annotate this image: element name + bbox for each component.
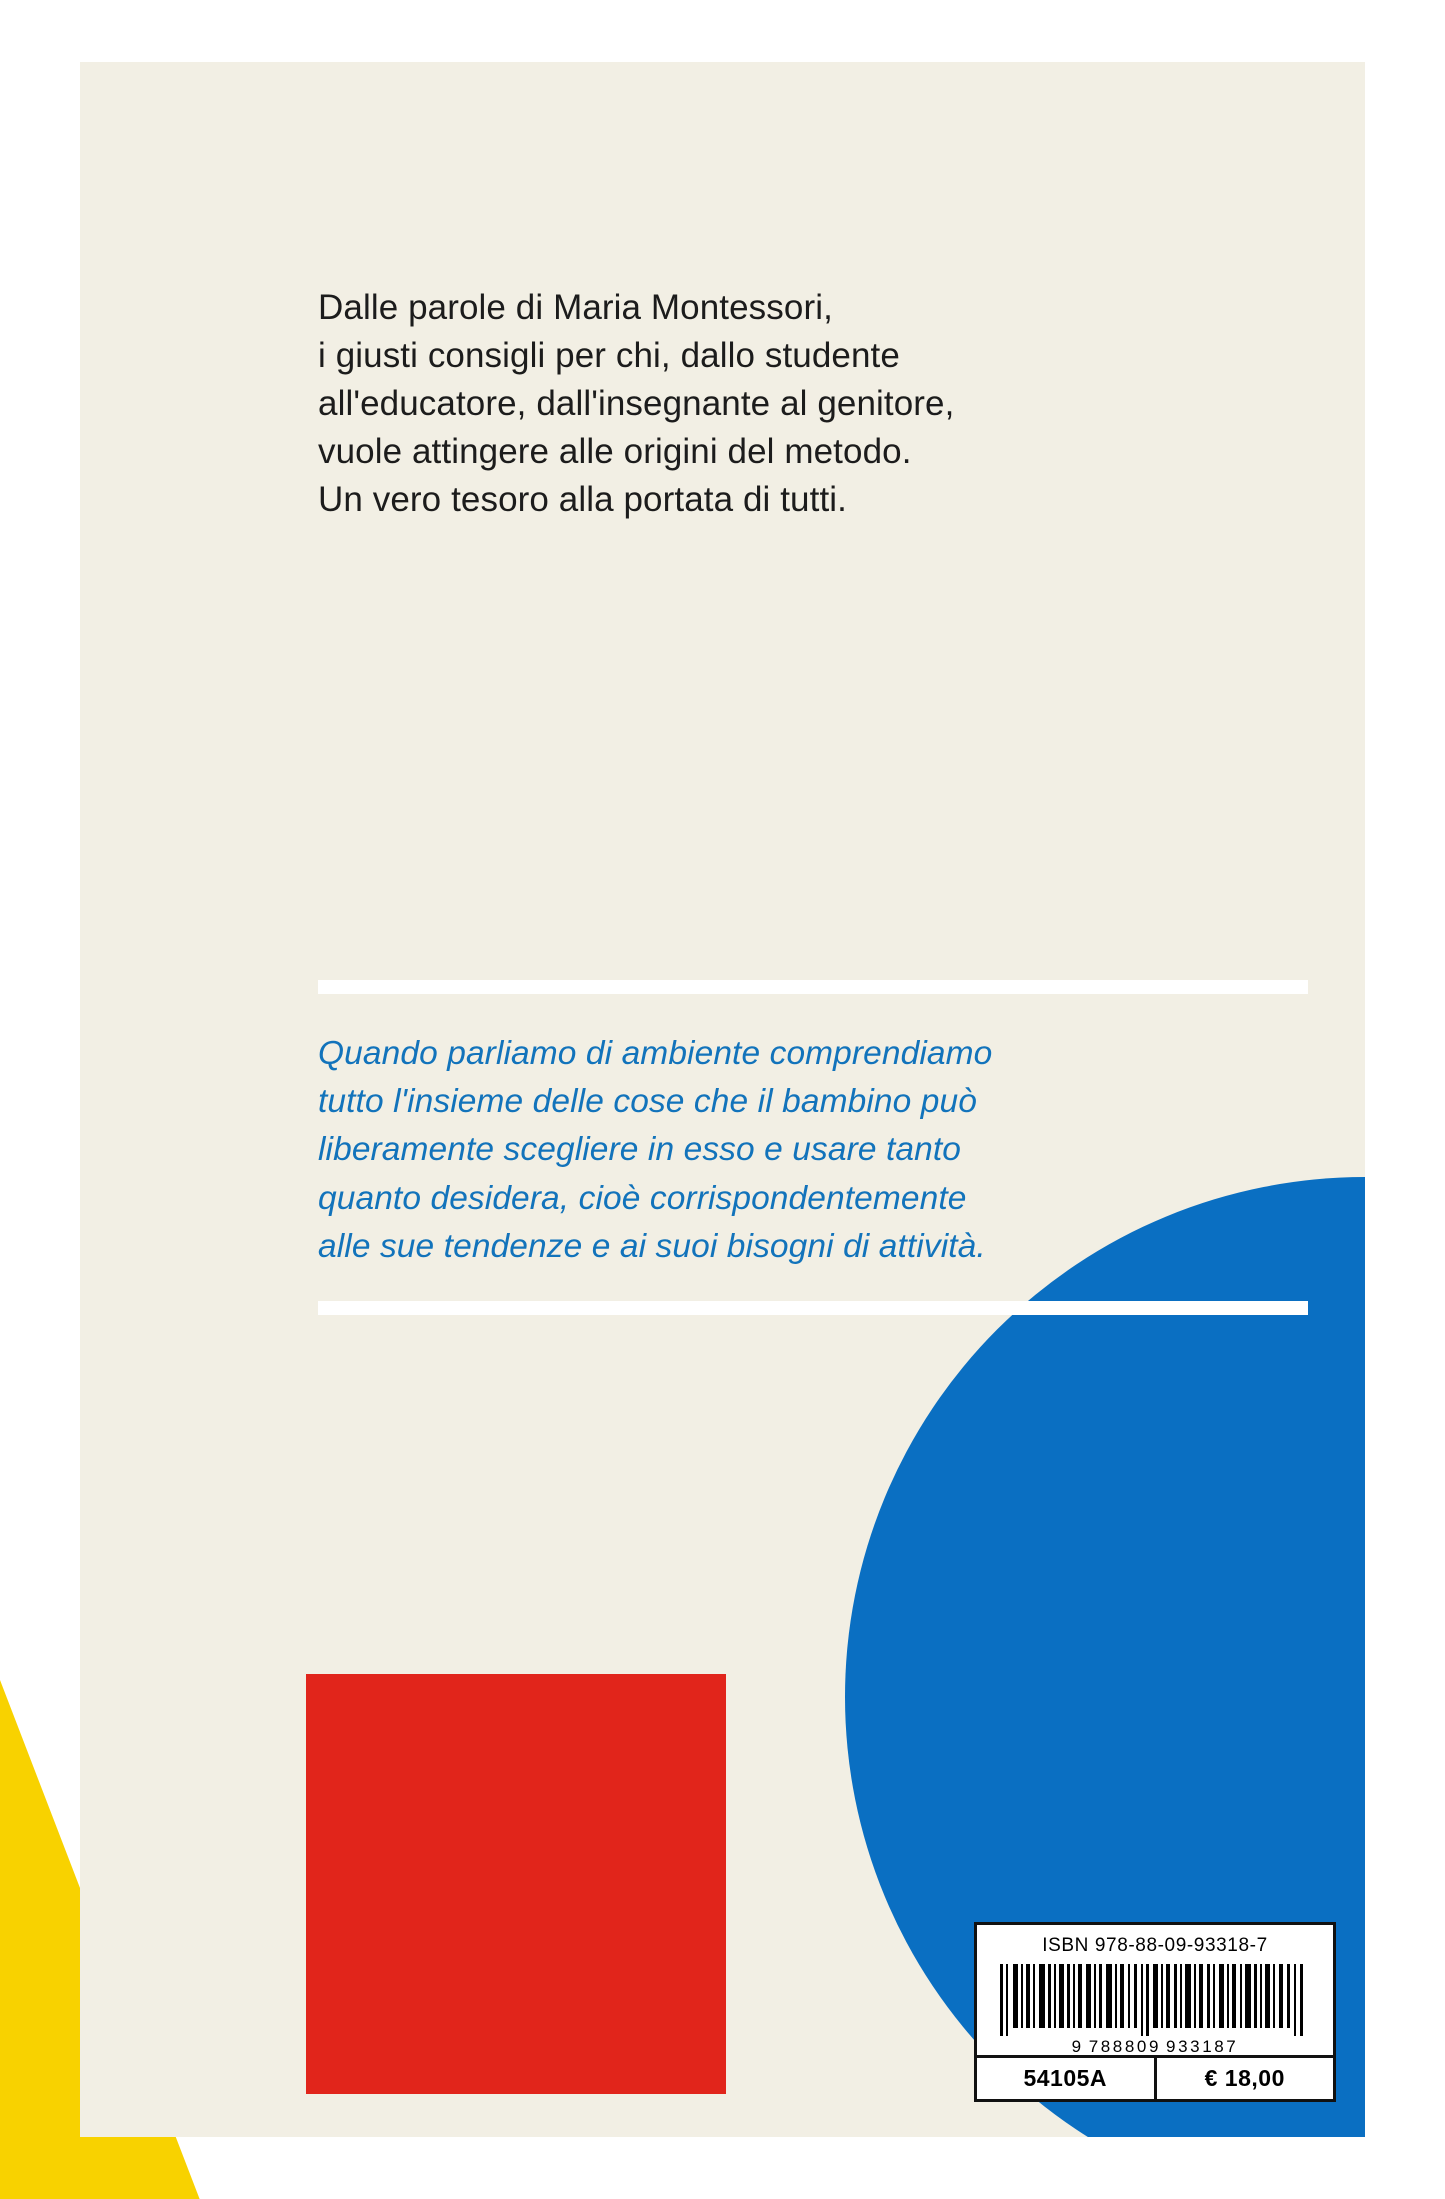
quote-rule-top <box>318 980 1308 994</box>
cover-panel <box>80 62 1365 2137</box>
quote-text <box>318 1030 1263 1271</box>
quote-block <box>318 980 1308 1315</box>
quote-line-4: quanto desidera, cioè corrispondentemente <box>318 1179 967 1217</box>
product-code-label: 54105A <box>977 2058 1157 2099</box>
blurb-line-1: Dalle parole di Maria Montessori, <box>318 288 833 327</box>
isbn-barcode <box>974 1922 1336 2102</box>
barcode-bars-icon <box>998 1964 1313 2036</box>
blurb-line-3: all'educatore, dall'insegnante al genitore, <box>318 383 955 423</box>
barcode-digit-group-3: 933187 <box>1166 2037 1239 2056</box>
blurb-text <box>318 284 1198 524</box>
price-label: € 18,00 <box>1204 2065 1285 2091</box>
quote-line-5: alle sue tendenze e ai suoi bisogni di attività. <box>318 1227 986 1265</box>
quote-line-2: tutto l'insieme delle cose che il bambino può <box>318 1083 977 1121</box>
quote-rule-bottom <box>318 1301 1308 1315</box>
barcode-digit-group-1: 9 <box>1071 2037 1084 2056</box>
barcode-digit-group-2: 788809 <box>1088 2037 1162 2056</box>
quote-line-1: Quando parliamo di ambiente comprendiamo <box>318 1035 993 1072</box>
blurb-line-2: i giusti consigli per chi, dallo studente <box>318 335 900 375</box>
blurb-line-4: vuole attingere alle origini del metodo. <box>318 431 912 471</box>
blurb-line-5: Un vero tesoro alla portata di tutti. <box>318 479 847 519</box>
red-square-decoration <box>306 1674 726 2094</box>
quote-line-3: liberamente scegliere in esso e usare tanto <box>318 1131 962 1169</box>
price-row <box>977 2055 1333 2099</box>
isbn-label: ISBN 978-88-09-93318-7 <box>1042 1935 1268 1956</box>
barcode-digits <box>977 2037 1333 2057</box>
